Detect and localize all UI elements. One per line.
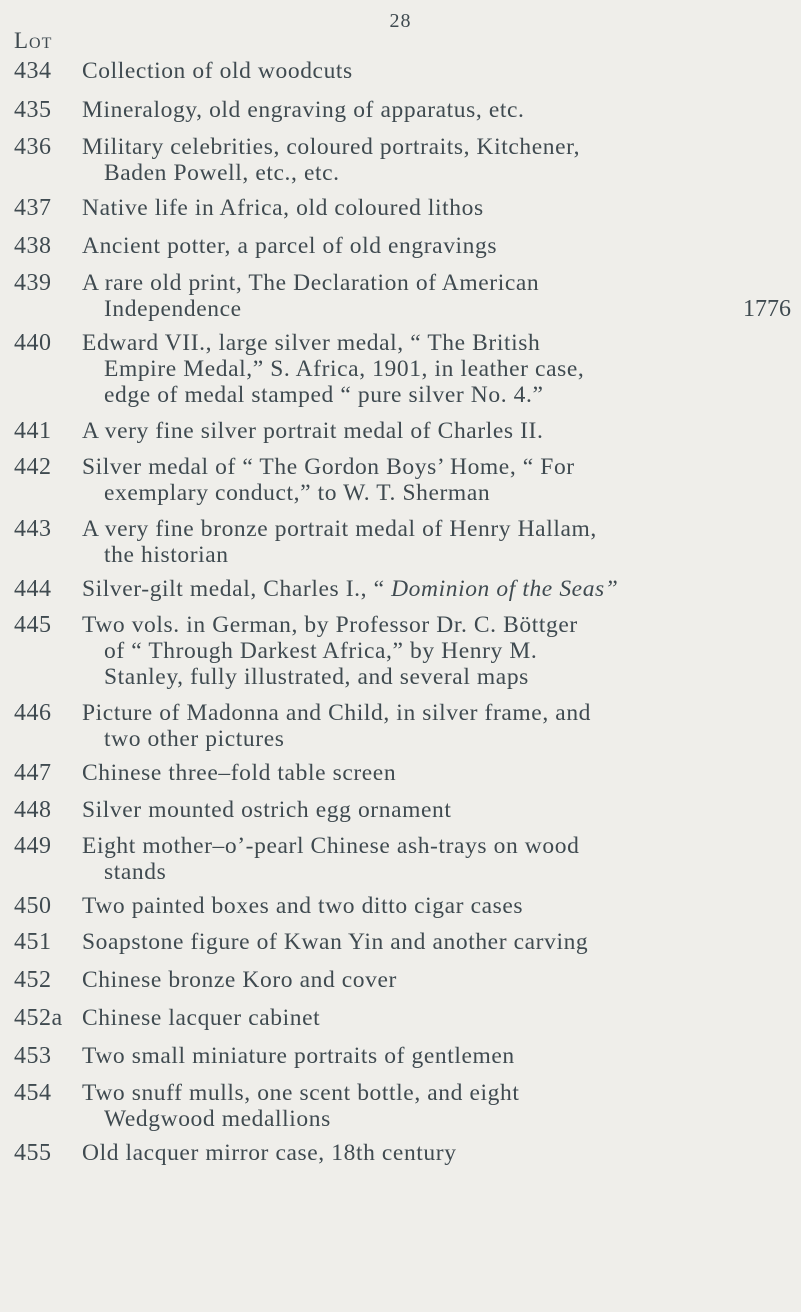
- lot-description: [82, 418, 794, 444]
- lot-description-continuation: the historian: [104, 542, 229, 568]
- lot-number: 438: [14, 233, 52, 259]
- lot-description-line: Chinese three–fold table screen: [82, 760, 397, 786]
- lot-description-continuation: Independence: [104, 296, 242, 322]
- lot-description-line: Chinese lacquer cabinet: [82, 1005, 321, 1031]
- lot-description: [82, 760, 794, 786]
- lot-description-continuation: of “ Through Darkest Africa,” by Henry M.: [104, 638, 538, 664]
- lot-number: 439: [14, 270, 52, 296]
- lot-number: 455: [14, 1140, 52, 1166]
- lot-description: [82, 134, 794, 186]
- lot-description-continuation: stands: [104, 859, 167, 885]
- lot-description-continuation: Empire Medal,” S. Africa, 1901, in leather case,: [104, 356, 585, 382]
- lot-description-line: Eight mother–o’-pearl Chinese ash-trays on wood: [82, 833, 580, 859]
- lot-description-line: Picture of Madonna and Child, in silver frame, and: [82, 700, 592, 726]
- lot-description: [82, 700, 794, 752]
- lot-number: 440: [14, 330, 52, 356]
- lot-description-line: Two small miniature portraits of gentlemen: [82, 1043, 515, 1069]
- lot-description-line: Old lacquer mirror case, 18th century: [82, 1140, 457, 1166]
- lot-description-line: Two painted boxes and two ditto cigar cases: [82, 893, 524, 919]
- lot-description: [82, 929, 794, 955]
- lot-description: [82, 1140, 794, 1166]
- lot-number: 443: [14, 516, 52, 542]
- lot-description-line: Silver-gilt medal, Charles I., “: [82, 576, 385, 602]
- lot-description: [82, 516, 794, 568]
- lot-description-line: Silver mounted ostrich egg ornament: [82, 797, 452, 823]
- lot-number: 447: [14, 760, 52, 786]
- lot-description: [82, 1005, 794, 1031]
- lot-number: 444: [14, 576, 52, 602]
- lot-description-line: Two snuff mulls, one scent bottle, and eight: [82, 1080, 520, 1106]
- lot-number: 437: [14, 195, 52, 221]
- lot-description: [82, 195, 794, 221]
- lot-number: 446: [14, 700, 52, 726]
- lot-description-continuation: exemplary conduct,” to W. T. Sherman: [104, 480, 491, 506]
- lot-number: 434: [14, 58, 52, 84]
- lot-description-line: Edward VII., large silver medal, “ The British: [82, 330, 541, 356]
- lot-description-line: Two vols. in German, by Professor Dr. C. Böttger: [82, 612, 578, 638]
- lot-description-line: Collection of old woodcuts: [82, 58, 353, 84]
- lot-description: [82, 797, 794, 823]
- lot-description: [82, 233, 794, 259]
- lot-number: 449: [14, 833, 52, 859]
- lot-description-continuation: Baden Powell, etc., etc.: [104, 160, 340, 186]
- lot-description: [82, 97, 794, 123]
- lot-number: 448: [14, 797, 52, 823]
- lot-description-line: Native life in Africa, old coloured lithos: [82, 195, 484, 221]
- lot-description: [82, 833, 794, 885]
- lot-description: [82, 967, 794, 993]
- lot-number: 436: [14, 134, 52, 160]
- lot-number: 452: [14, 967, 52, 993]
- lot-description: [82, 1043, 794, 1069]
- lot-number: 454: [14, 1080, 52, 1106]
- lot-description-line: Military celebrities, coloured portraits, Kitchener,: [82, 134, 581, 160]
- lot-description: [82, 270, 794, 322]
- lot-number: 450: [14, 893, 52, 919]
- lot-column-heading: Lot: [14, 28, 53, 53]
- lot-description-line: A rare old print, The Declaration of American: [82, 270, 540, 296]
- page-number: 28: [389, 10, 412, 32]
- lot-description: [82, 612, 794, 690]
- lot-description-line: A very fine bronze portrait medal of Henry Hallam,: [82, 516, 597, 542]
- lot-description-line: Soapstone figure of Kwan Yin and another carving: [82, 929, 589, 955]
- lot-description-continuation: Stanley, fully illustrated, and several maps: [104, 664, 529, 690]
- lot-description-continuation: Wedgwood medallions: [104, 1106, 331, 1132]
- lot-description: [82, 58, 794, 84]
- lot-number: 451: [14, 929, 52, 955]
- lot-date: 1776: [743, 296, 791, 322]
- lot-number: 445: [14, 612, 52, 638]
- lot-description-line: Chinese bronze Koro and cover: [82, 967, 397, 993]
- lot-description: [82, 1080, 794, 1132]
- lot-description-italic: Dominion of the Seas”: [384, 576, 619, 602]
- lot-number: 442: [14, 454, 52, 480]
- lot-description-line: Mineralogy, old engraving of apparatus, etc.: [82, 97, 525, 123]
- lot-description: [82, 330, 794, 408]
- lot-description-line: A very fine silver portrait medal of Charles II.: [82, 418, 544, 444]
- lot-number: 452a: [14, 1005, 63, 1031]
- lot-number: 441: [14, 418, 52, 444]
- lot-number: 453: [14, 1043, 52, 1069]
- lot-description: [82, 454, 794, 506]
- lot-description: [82, 576, 794, 602]
- lot-description-continuation: two other pictures: [104, 726, 285, 752]
- lot-description-line: Silver medal of “ The Gordon Boys’ Home, “ For: [82, 454, 575, 480]
- lot-description: [82, 893, 794, 919]
- lot-description-line: Ancient potter, a parcel of old engravings: [82, 233, 498, 259]
- lot-number: 435: [14, 97, 52, 123]
- lot-description-continuation: edge of medal stamped “ pure silver No. 4.”: [104, 382, 544, 408]
